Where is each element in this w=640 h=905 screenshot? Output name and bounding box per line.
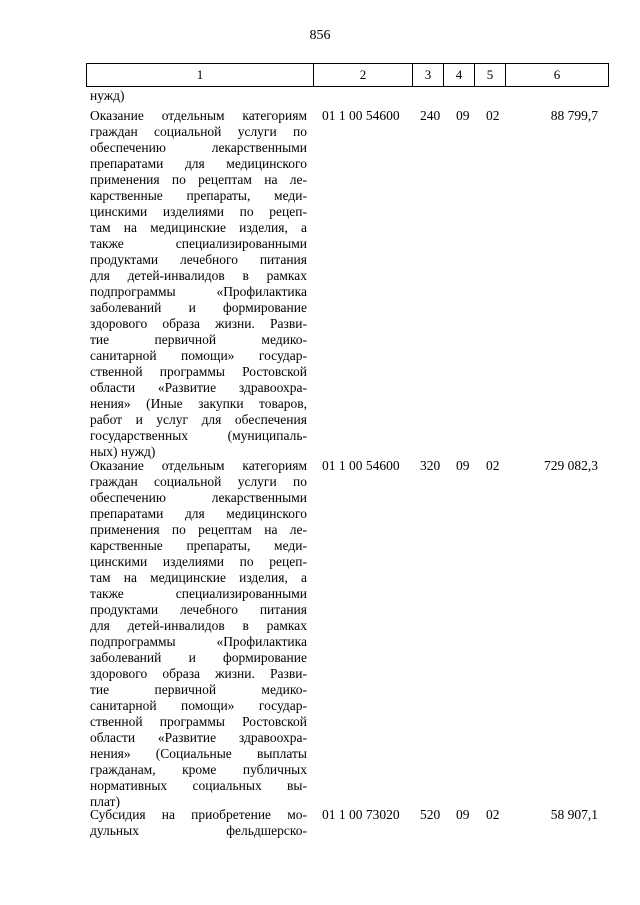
text-line: заболеваний и формирование [90, 300, 307, 315]
row-code: 01 1 00 54600 [322, 108, 400, 123]
text-line: области «Развитие здравоохра- [90, 730, 307, 745]
text-line: области «Развитие здравоохра- [90, 380, 307, 395]
text-line: цинскими изделиями по рецеп- [90, 204, 307, 219]
header-col-4: 4 [444, 64, 475, 86]
row-3-description [90, 807, 307, 839]
row-amount: 88 799,7 [550, 108, 598, 123]
text-line: граждан социальной услуги по [90, 474, 307, 489]
text-line: гражданам, кроме публичных [90, 762, 307, 777]
text-line: санитарной помощи» государ- [90, 348, 307, 363]
text-line: нения» (Социальные выплаты [90, 746, 307, 761]
text-line: тие первичной медико- [90, 682, 307, 697]
text-line: нения» (Иные закупки товаров, [90, 396, 307, 411]
row-expense-type: 240 [420, 108, 441, 123]
text-line: Оказание отдельным категориям [90, 108, 307, 123]
page-number: 856 [309, 28, 331, 43]
text-line: препаратами для медицинского [90, 156, 307, 171]
row-expense-type: 520 [420, 807, 441, 822]
text-line: также специализированными [90, 586, 307, 601]
text-line: тие первичной медико- [90, 332, 307, 347]
text-line: продуктами лечебного питания [90, 252, 307, 267]
text-line: Субсидия на приобретение мо- [90, 807, 307, 822]
text-line: там на медицинские изделия, а [90, 220, 307, 235]
text-line: для детей-инвалидов в рамках [90, 268, 307, 283]
row-code: 01 1 00 73020 [322, 807, 400, 822]
text-line: санитарной помощи» государ- [90, 698, 307, 713]
header-col-3: 3 [413, 64, 444, 86]
row-1-description [90, 108, 307, 460]
text-line: работ и услуг для обеспечения [90, 412, 307, 427]
text-line: для детей-инвалидов в рамках [90, 618, 307, 633]
text-line: там на медицинские изделия, а [90, 570, 307, 585]
text-line: применения по рецептам на ле- [90, 522, 307, 537]
row-section: 09 [456, 108, 470, 123]
text-line: карственные препараты, меди- [90, 188, 307, 203]
text-line: обеспечению лекарственными [90, 140, 307, 155]
continuation-text [90, 88, 307, 104]
row-2-description [90, 458, 307, 810]
text-line: препаратами для медицинского [90, 506, 307, 521]
text-line: нормативных социальных вы- [90, 778, 307, 793]
table-header [86, 63, 609, 87]
text-line: цинскими изделиями по рецеп- [90, 554, 307, 569]
row-section: 09 [456, 458, 470, 473]
text-line: плат) [90, 794, 120, 809]
text-line: карственные препараты, меди- [90, 538, 307, 553]
text-line: граждан социальной услуги по [90, 124, 307, 139]
text-line: также специализированными [90, 236, 307, 251]
text-line: нужд) [90, 88, 125, 103]
text-line: дульных фельдшерско- [90, 823, 307, 838]
text-line: здорового образа жизни. Разви- [90, 666, 307, 681]
row-code: 01 1 00 54600 [322, 458, 400, 473]
text-line: применения по рецептам на ле- [90, 172, 307, 187]
text-line: государственных (муниципаль- [90, 428, 307, 443]
row-amount: 729 082,3 [544, 458, 598, 473]
row-subsection: 02 [486, 807, 500, 822]
text-line: обеспечению лекарственными [90, 490, 307, 505]
text-line: продуктами лечебного питания [90, 602, 307, 617]
header-col-5: 5 [475, 64, 506, 86]
header-col-2: 2 [314, 64, 413, 86]
row-section: 09 [456, 807, 470, 822]
text-line: заболеваний и формирование [90, 650, 307, 665]
row-amount: 58 907,1 [550, 807, 598, 822]
text-line: Оказание отдельным категориям [90, 458, 307, 473]
text-line: ственной программы Ростовской [90, 364, 307, 379]
row-expense-type: 320 [420, 458, 441, 473]
header-col-1: 1 [87, 64, 314, 86]
text-line: здорового образа жизни. Разви- [90, 316, 307, 331]
text-line: подпрограммы «Профилактика [90, 284, 307, 299]
text-line: ственной программы Ростовской [90, 714, 307, 729]
text-line: ных) нужд) [90, 444, 156, 459]
header-col-6: 6 [553, 67, 561, 82]
row-subsection: 02 [486, 108, 500, 123]
text-line: подпрограммы «Профилактика [90, 634, 307, 649]
row-subsection: 02 [486, 458, 500, 473]
